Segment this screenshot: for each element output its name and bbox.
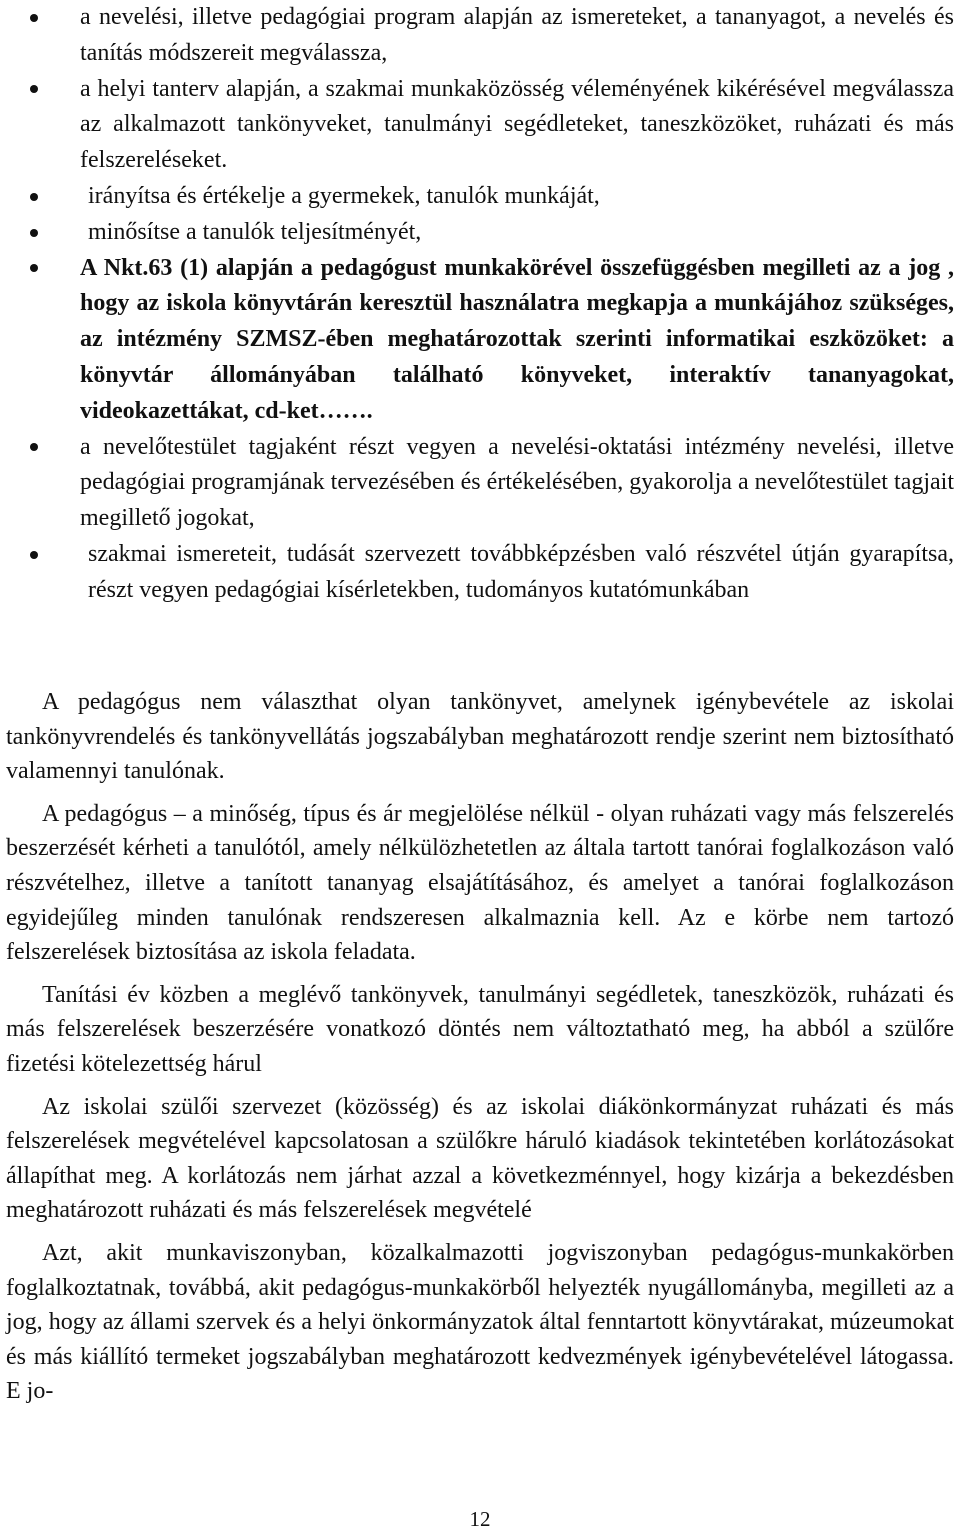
bullet-icon (24, 179, 44, 215)
bullet-text: szakmai ismereteit, tudását szervezett továbbképzésben való részvétel útján gyarapítsa, részt vegyen pedagógiai kísérletekben, tudományos kutatómunkában (88, 540, 954, 603)
bullet-item (0, 179, 960, 215)
bullet-item (0, 215, 960, 251)
paragraph: A pedagógus – a minőség, típus és ár megjelölése nélkül - olyan ruházati vagy más felszerelés beszerzését kérheti a tanulótól, amely nélkülözhetetlen az általa tartott tanórai foglalkozáson való részvételhez, illetve a tanított tananyag elsajátításához, és amelyet a tanórai foglalkozáson egyidejűleg minden tanulónak rendszeresen alkalmaznia kell. Az e körbe nem tartozó felszerelések biztosítása az iskola feladata. (6, 800, 954, 966)
bullet-icon (24, 215, 44, 251)
paragraph: Azt, akit munkaviszonyban, közalkalmazotti jogviszonyban pedagógus-munkakörben foglalkoztatnak, továbbá, akit pedagógus-munkakörből helyezték nyugállományba, megilleti az a jog, hogy az állami szervek és a helyi önkormányzatok által fenntartott könyvtárakat, múzeumokat és más kiállító termeket jogszabályban meghatározott kedvezmények igénybevételével látogassa. E jo- (6, 1239, 954, 1405)
bullet-icon (24, 251, 44, 287)
page-number: 12 (469, 1507, 491, 1531)
bullet-text: a helyi tanterv alapján, a szakmai munkaközösség véleményének kikérésével megválassza az alkalmazott tankönyveket, tanulmányi segédleteket, taneszközöket, ruházati és más felszereléseket. (80, 75, 954, 174)
bullet-icon (24, 537, 44, 573)
bullet-text: a nevelési, illetve pedagógiai program alapján az ismereteket, a tananyagot, a nevelés és tanítás módszereit megválassza, (80, 4, 954, 66)
bullet-item (0, 72, 960, 179)
bullet-icon (24, 72, 44, 108)
paragraph: A pedagógus nem választhat olyan tankönyvet, amelynek igénybevétele az iskolai tankönyvrendelés és tankönyvellátás jogszabályban meghatározott rendje szerint nem biztosítható valamennyi tanulónak. (6, 689, 954, 785)
paragraph: Az iskolai szülői szervezet (közösség) és az iskolai diákönkormányzat ruházati és más felszerelések megvételével kapcsolatosan a szülőkre háruló kiadások tekintetében korlátozásokat állapíthat meg. A korlátozás nem járhat azzal a következménnyel, hogy kizárja a bekezdésben meghatározott ruházati és más felszerelések megvételé (6, 1093, 954, 1224)
bullet-icon (24, 0, 44, 36)
bullet-item (0, 537, 960, 609)
bullet-item (0, 0, 960, 72)
bullet-text: irányítsa és értékelje a gyermekek, tanulók munkáját, (88, 182, 600, 209)
bullet-list (0, 0, 960, 609)
bullet-text: a nevelőtestület tagjaként részt vegyen a nevelési-oktatási intézmény nevelési, illetve pedagógiai programjának tervezésében és értékelésében, gyakorolja a nevelőtestület tagjait megillető jogokat, (80, 433, 954, 532)
paragraph: Tanítási év közben a meglévő tankönyvek, tanulmányi segédletek, taneszközök, ruházati és más felszerelések beszerzésére vonatkozó döntés nem változtatható meg, ha abból a szülőre fizetési kötelezettség hárul (6, 981, 954, 1077)
bullet-item-bold (0, 251, 960, 430)
bullet-icon (24, 430, 44, 466)
bullet-text: A Nkt.63 (1) alapján a pedagógust munkakörével összefüggésben megilleti az a jog , hogy az iskola könyvtárán keresztül használatra megkapja a munkájához szükséges, az intézmény SZMSZ-ében meghatározottak szerinti informatikai eszközöket: a könyvtár állományában található könyveket, interaktív tananyagokat, videokazettákat, cd-ket……. (80, 254, 954, 424)
body-paragraphs (0, 685, 960, 1417)
bullet-item (0, 430, 960, 537)
bullet-text: minősítse a tanulók teljesítményét, (88, 218, 422, 245)
